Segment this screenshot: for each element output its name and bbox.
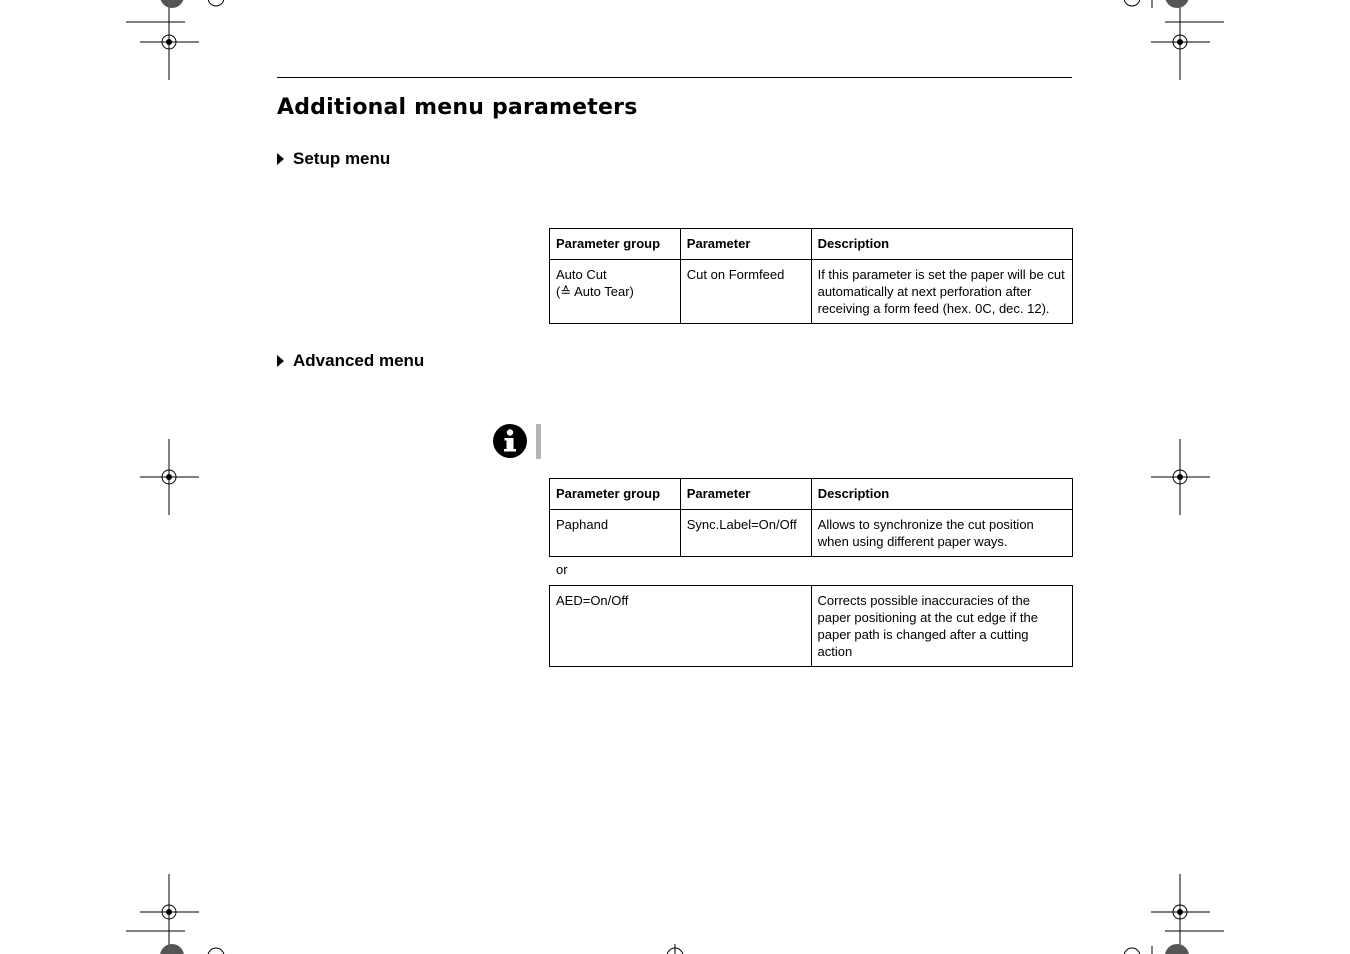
advanced-menu-alt-table <box>549 585 1073 667</box>
registration-target-tl <box>140 5 199 80</box>
column-header: Parameter group <box>550 229 681 260</box>
note-bar <box>536 424 541 459</box>
table-row <box>550 586 1073 667</box>
column-header: Description <box>811 229 1072 260</box>
page-title: Additional menu parameters <box>277 95 638 120</box>
parameter-cell: Cut on Formfeed <box>680 260 811 324</box>
description-cell: If this parameter is set the paper will be cut automatically at next perforation after receiving a form feed (hex. 0C, dec. 12). <box>811 260 1072 324</box>
table-row <box>550 260 1073 324</box>
column-header: Parameter <box>680 229 811 260</box>
parameter-group-cell <box>550 260 681 324</box>
parameter-cell: AED=On/Off <box>550 586 812 667</box>
registration-target-ml <box>140 439 199 515</box>
or-label: or <box>556 562 568 577</box>
triangle-bullet-icon <box>277 355 284 367</box>
parameter-group-name: Auto Cut <box>556 267 607 282</box>
parameter-cell: Sync.Label=On/Off <box>680 510 811 557</box>
column-header: Parameter <box>680 479 811 510</box>
advanced-menu-table <box>549 478 1073 557</box>
column-header: Description <box>811 479 1072 510</box>
advanced-menu-heading-label: Advanced menu <box>293 351 425 370</box>
column-header: Parameter group <box>550 479 681 510</box>
header-rule <box>277 77 1072 78</box>
setup-menu-heading <box>277 149 390 169</box>
triangle-bullet-icon <box>277 153 284 165</box>
registration-target-br <box>1151 874 1210 950</box>
table-header-row <box>550 479 1073 510</box>
table-row <box>550 510 1073 557</box>
parameter-group-cell: Paphand <box>550 510 681 557</box>
description-cell: Allows to synchronize the cut position when using different paper ways. <box>811 510 1072 557</box>
description-cell: Corrects possible inaccuracies of the paper positioning at the cut edge if the paper path is changed after a cutting action <box>811 586 1073 667</box>
info-icon <box>492 423 528 459</box>
registration-target-tr <box>1151 5 1210 80</box>
registration-target-mr <box>1151 439 1210 515</box>
setup-menu-table <box>549 228 1073 324</box>
advanced-menu-heading <box>277 351 424 371</box>
setup-menu-heading-label: Setup menu <box>293 149 391 168</box>
registration-target-bl <box>140 874 199 950</box>
table-header-row <box>550 229 1073 260</box>
parameter-group-alias: (≙ Auto Tear) <box>556 284 634 299</box>
